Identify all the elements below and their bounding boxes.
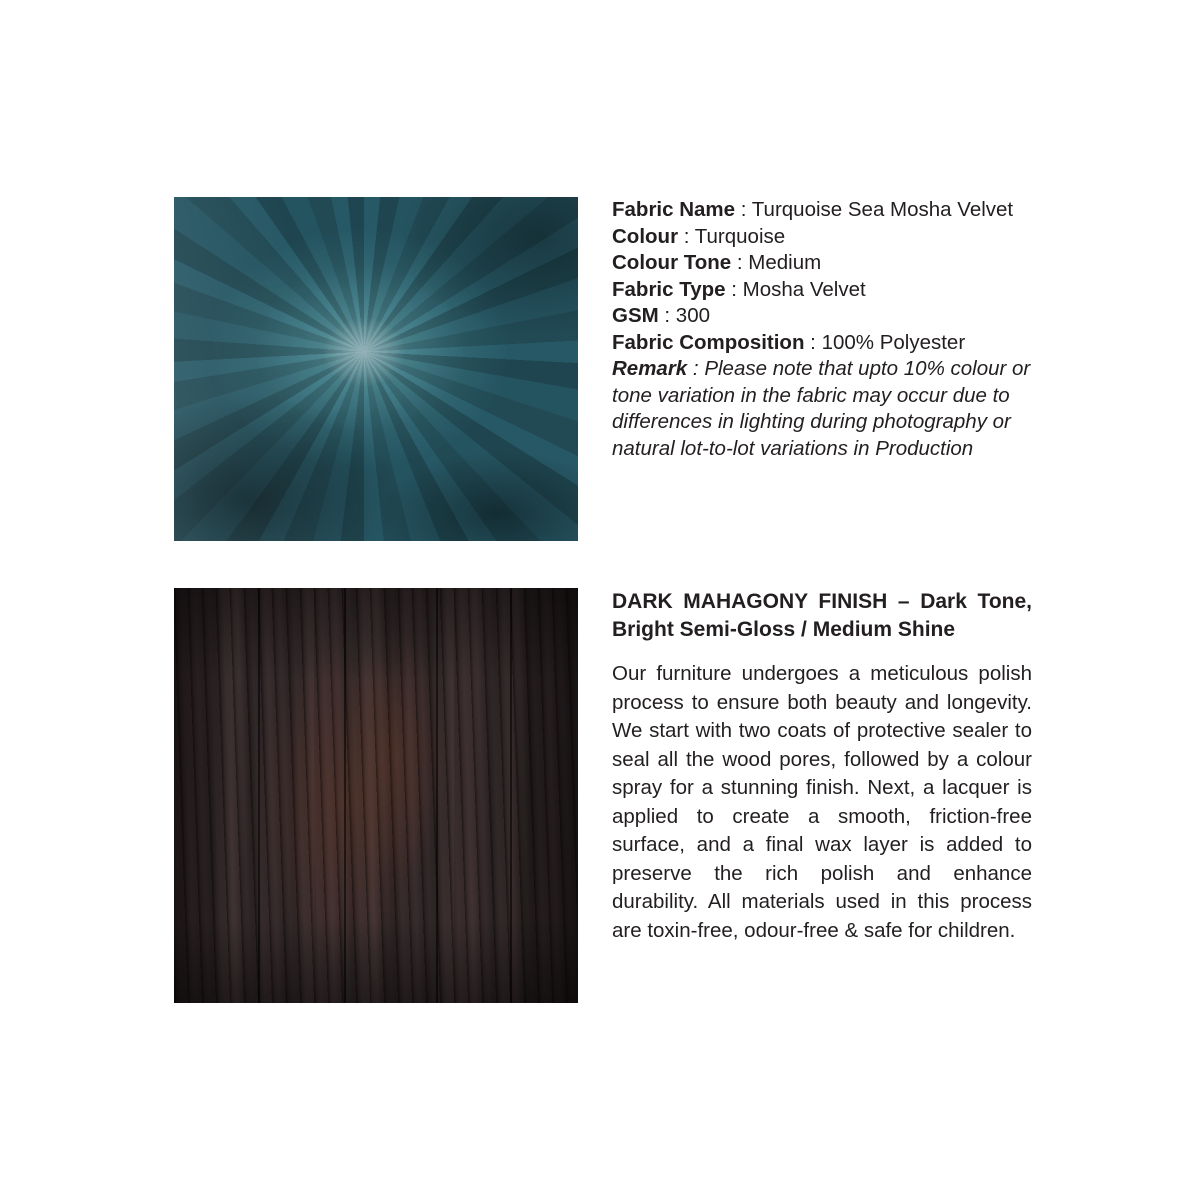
finish-heading: DARK MAHAGONY FINISH – Dark Tone, Bright Semi-Gloss / Medium Shine [612,590,1032,641]
spec-label: GSM [612,304,659,327]
dark-mahagony-wood-swatch [174,588,578,1003]
fabric-spec-list [612,197,1032,541]
spec-value: Medium [748,251,822,274]
spec-separator: : [804,330,822,354]
spec-row-fabric-composition [612,330,1032,357]
turquoise-velvet-swatch [174,197,578,541]
spec-row-gsm [612,303,1032,330]
wood-plank-seam [344,588,346,1003]
spec-label: Fabric Composition [612,330,805,354]
spec-value: Mosha Velvet [742,277,866,301]
spec-row-fabric-name [612,197,1032,224]
wood-plank-seam [436,588,438,1003]
spec-row-fabric-type [612,277,1032,304]
remark-label: Remark [612,357,688,380]
finish-description: Our furniture undergoes a meticulous polish process to ensure both beauty and longevity. We start with two coats of protective sealer to seal all the wood pores, followed by a colour spray for a stunning finish. Next, a lacquer is applied to create a smooth, friction-free surface, and a final wax layer is added to preserve the rich polish and enhance durability. All materials used in this process are toxin-free, odour-free & safe for children. [612,662,1032,942]
wood-texture [174,588,578,1003]
spec-label: Fabric Type [612,277,726,301]
remark-separator: : [687,357,705,380]
spec-row-colour [612,224,1032,251]
spec-separator: : [731,251,749,274]
remark-text: Please note that upto 10% colour or tone variation in the fabric may occur due to differences in lighting during photography or natural lot-to-lot variations in Production [612,357,1031,460]
spec-label: Colour Tone [612,251,732,274]
spec-separator: : [735,198,752,221]
velvet-texture [174,197,578,541]
spec-label: Fabric Name [612,198,736,221]
spec-row-colour-tone [612,250,1032,277]
spec-separator: : [658,304,676,327]
finish-text-block [612,588,1032,1003]
spec-value: 300 [675,304,711,327]
spec-label: Colour [612,224,679,248]
spec-separator: : [725,277,743,301]
wood-plank-seam [258,588,260,1003]
spec-value: 100% Polyester [821,330,966,354]
spec-value: Turquoise Sea Mosha Velvet [751,198,1014,221]
fabric-section [174,197,1032,541]
finish-section [174,588,1032,1003]
spec-value: Turquoise [694,224,786,248]
wood-plank-seam [510,588,512,1003]
spec-separator: : [678,224,695,248]
spec-row-remark [612,356,1032,462]
